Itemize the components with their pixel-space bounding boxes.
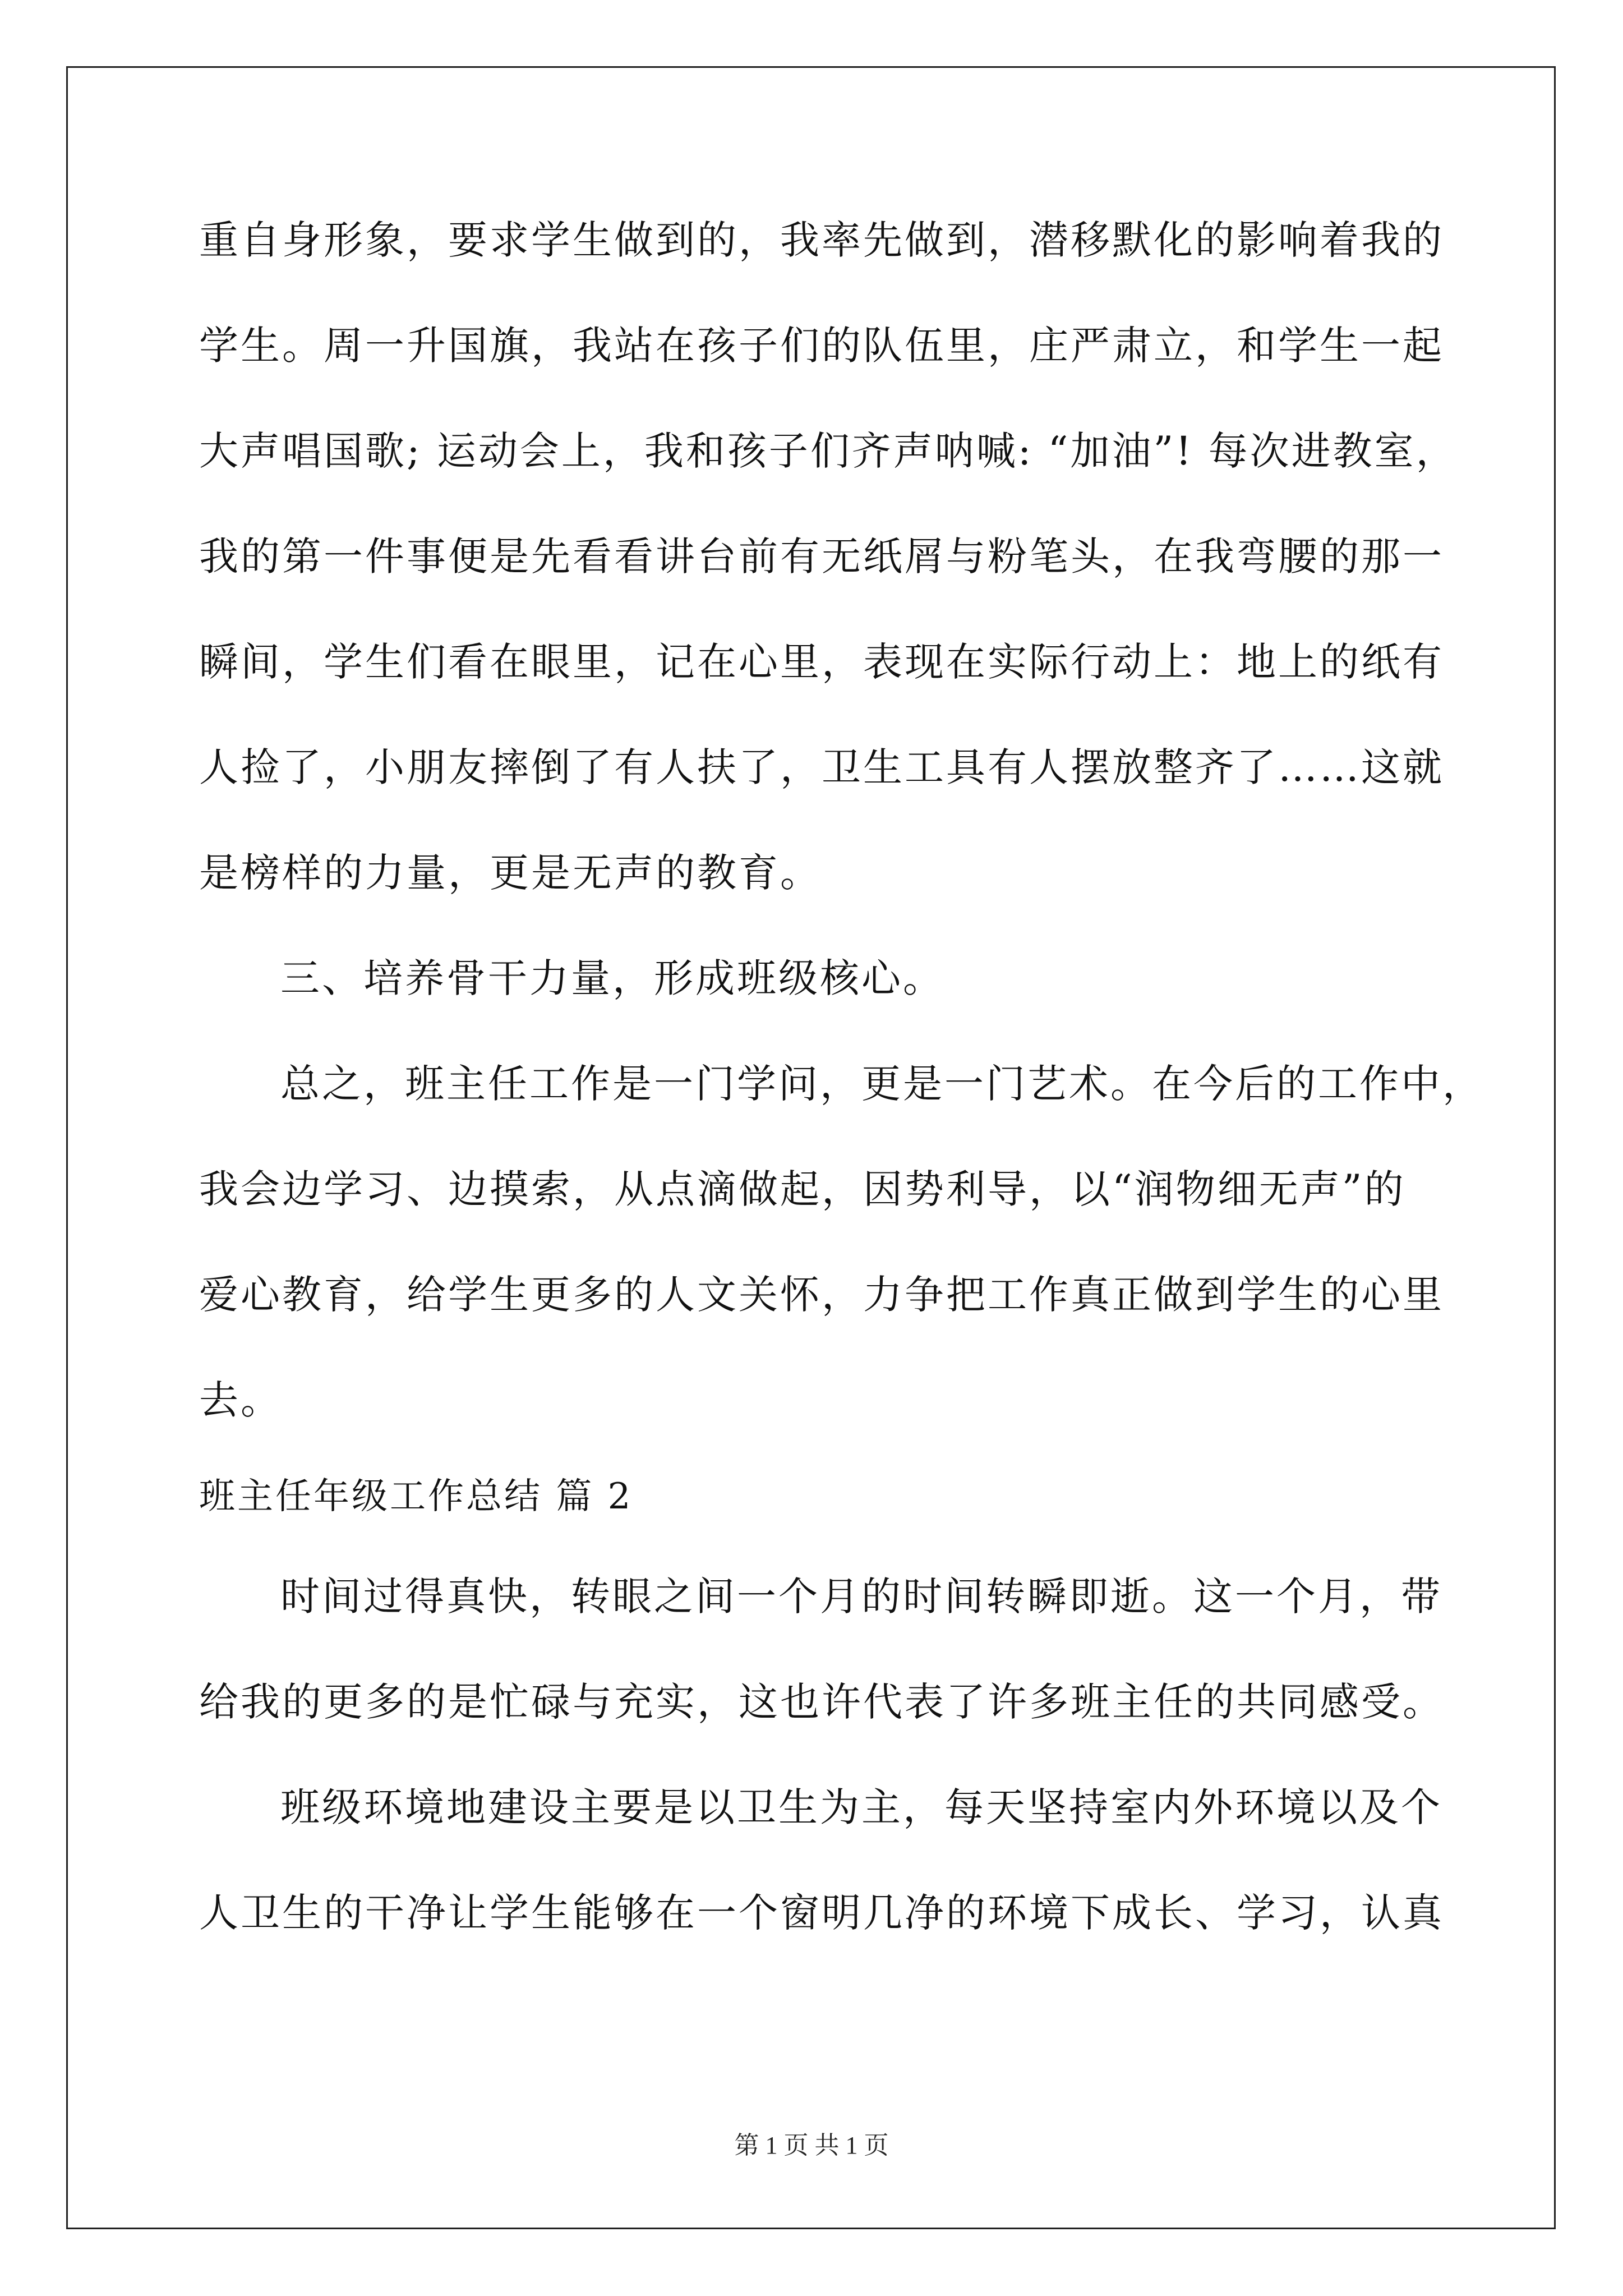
- paragraph-line: 是榜样的力量，更是无声的教育。: [199, 850, 822, 896]
- paragraph-line: 我的第一件事便是先看看讲台前有无纸屑与粉笔头，在我弯腰的那一: [199, 533, 1444, 579]
- paragraph-line: 人卫生的干净让学生能够在一个窗明几净的环境下成长、学习，认真: [199, 1890, 1444, 1936]
- paragraph-line: 去。: [199, 1377, 282, 1423]
- article-title: 班主任年级工作总结 篇 2: [199, 1476, 633, 1517]
- paragraph-line: 给我的更多的是忙碌与充实，这也许代表了许多班主任的共同感受。: [199, 1679, 1444, 1725]
- paragraph-line: 时间过得真快，转眼之间一个月的时间转瞬即逝。这一个月，带: [280, 1573, 1442, 1619]
- paragraph-line: 瞬间，学生们看在眼里，记在心里，表现在实际行动上：地上的纸有: [199, 639, 1444, 685]
- paragraph-line: 学生。周一升国旗，我站在孩子们的队伍里，庄严肃立，和学生一起: [199, 323, 1444, 369]
- paragraph-line: 人捡了，小朋友摔倒了有人扶了，卫生工具有人摆放整齐了……这就: [199, 744, 1444, 790]
- paragraph-line: 总之，班主任工作是一门学问，更是一门艺术。在今后的工作中，: [280, 1061, 1484, 1107]
- paragraph-line: 我会边学习、边摸索，从点滴做起，因势利导，以“润物细无声”的: [199, 1166, 1406, 1212]
- paragraph-line: 重自身形象，要求学生做到的，我率先做到，潜移默化的影响着我的: [199, 217, 1444, 263]
- page-footer: 第 1 页 共 1 页: [734, 2132, 889, 2159]
- paragraph-line: 爱心教育，给学生更多的人文关怀，力争把工作真正做到学生的心里: [199, 1272, 1444, 1318]
- paragraph-line: 大声唱国歌; 运动会上，我和孩子们齐声呐喊: “加油”! 每次进教室，: [199, 428, 1458, 474]
- paragraph-line: 班级环境地建设主要是以卫生为主，每天坚持室内外环境以及个: [280, 1784, 1442, 1830]
- section-heading: 三、培养骨干力量，形成班级核心。: [280, 955, 944, 1001]
